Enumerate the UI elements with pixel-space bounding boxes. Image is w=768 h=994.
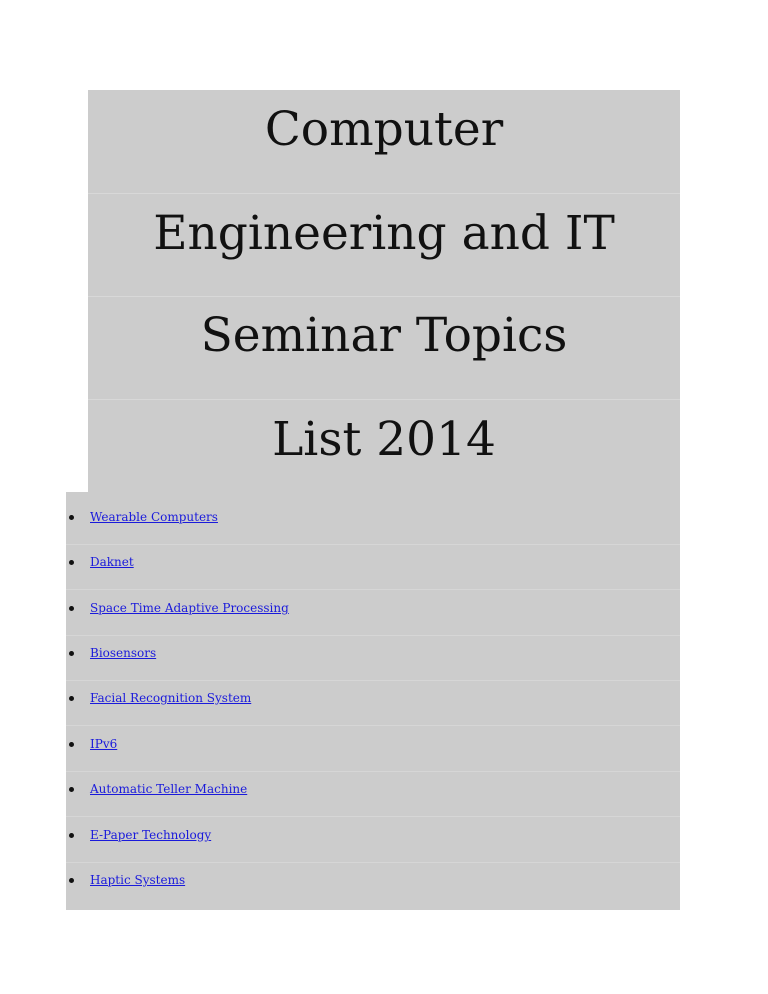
list-item — [66, 863, 680, 908]
page-title-line-1: Computer — [264, 102, 504, 157]
bullet-icon — [69, 742, 74, 747]
bullet-icon — [69, 833, 74, 838]
list-item — [66, 591, 680, 636]
topic-link-haptic-systems[interactable]: Haptic Systems — [90, 873, 186, 887]
list-item — [66, 818, 680, 863]
list-item — [66, 681, 680, 726]
topic-link-daknet[interactable]: Daknet — [90, 555, 134, 569]
list-item — [66, 545, 680, 590]
topic-link-ipv6[interactable]: IPv6 — [90, 737, 118, 751]
list-item — [66, 636, 680, 681]
topic-link-e-paper-technology[interactable]: E-Paper Technology — [90, 828, 212, 842]
list-item — [66, 500, 680, 545]
topic-link-biosensors[interactable]: Biosensors — [90, 646, 157, 660]
topic-link-facial-recognition-system[interactable]: Facial Recognition System — [90, 691, 252, 705]
topic-link-automatic-teller-machine[interactable]: Automatic Teller Machine — [90, 782, 248, 796]
bullet-icon — [69, 787, 74, 792]
bullet-icon — [69, 606, 74, 611]
bullet-icon — [69, 696, 74, 701]
page-title-line-4: List 2014 — [272, 412, 496, 467]
title-divider — [88, 399, 680, 400]
list-item — [66, 772, 680, 817]
topic-link-wearable-computers[interactable]: Wearable Computers — [90, 510, 218, 524]
bullet-icon — [69, 515, 74, 520]
topic-link-space-time-adaptive-processing[interactable]: Space Time Adaptive Processing — [90, 601, 289, 615]
bullet-icon — [69, 560, 74, 565]
page-title-line-3: Seminar Topics — [200, 308, 568, 363]
bullet-icon — [69, 651, 74, 656]
bullet-icon — [69, 878, 74, 883]
page-title-line-2: Engineering and IT — [153, 206, 615, 261]
title-divider — [88, 296, 680, 297]
title-divider — [88, 193, 680, 194]
list-item — [66, 727, 680, 772]
